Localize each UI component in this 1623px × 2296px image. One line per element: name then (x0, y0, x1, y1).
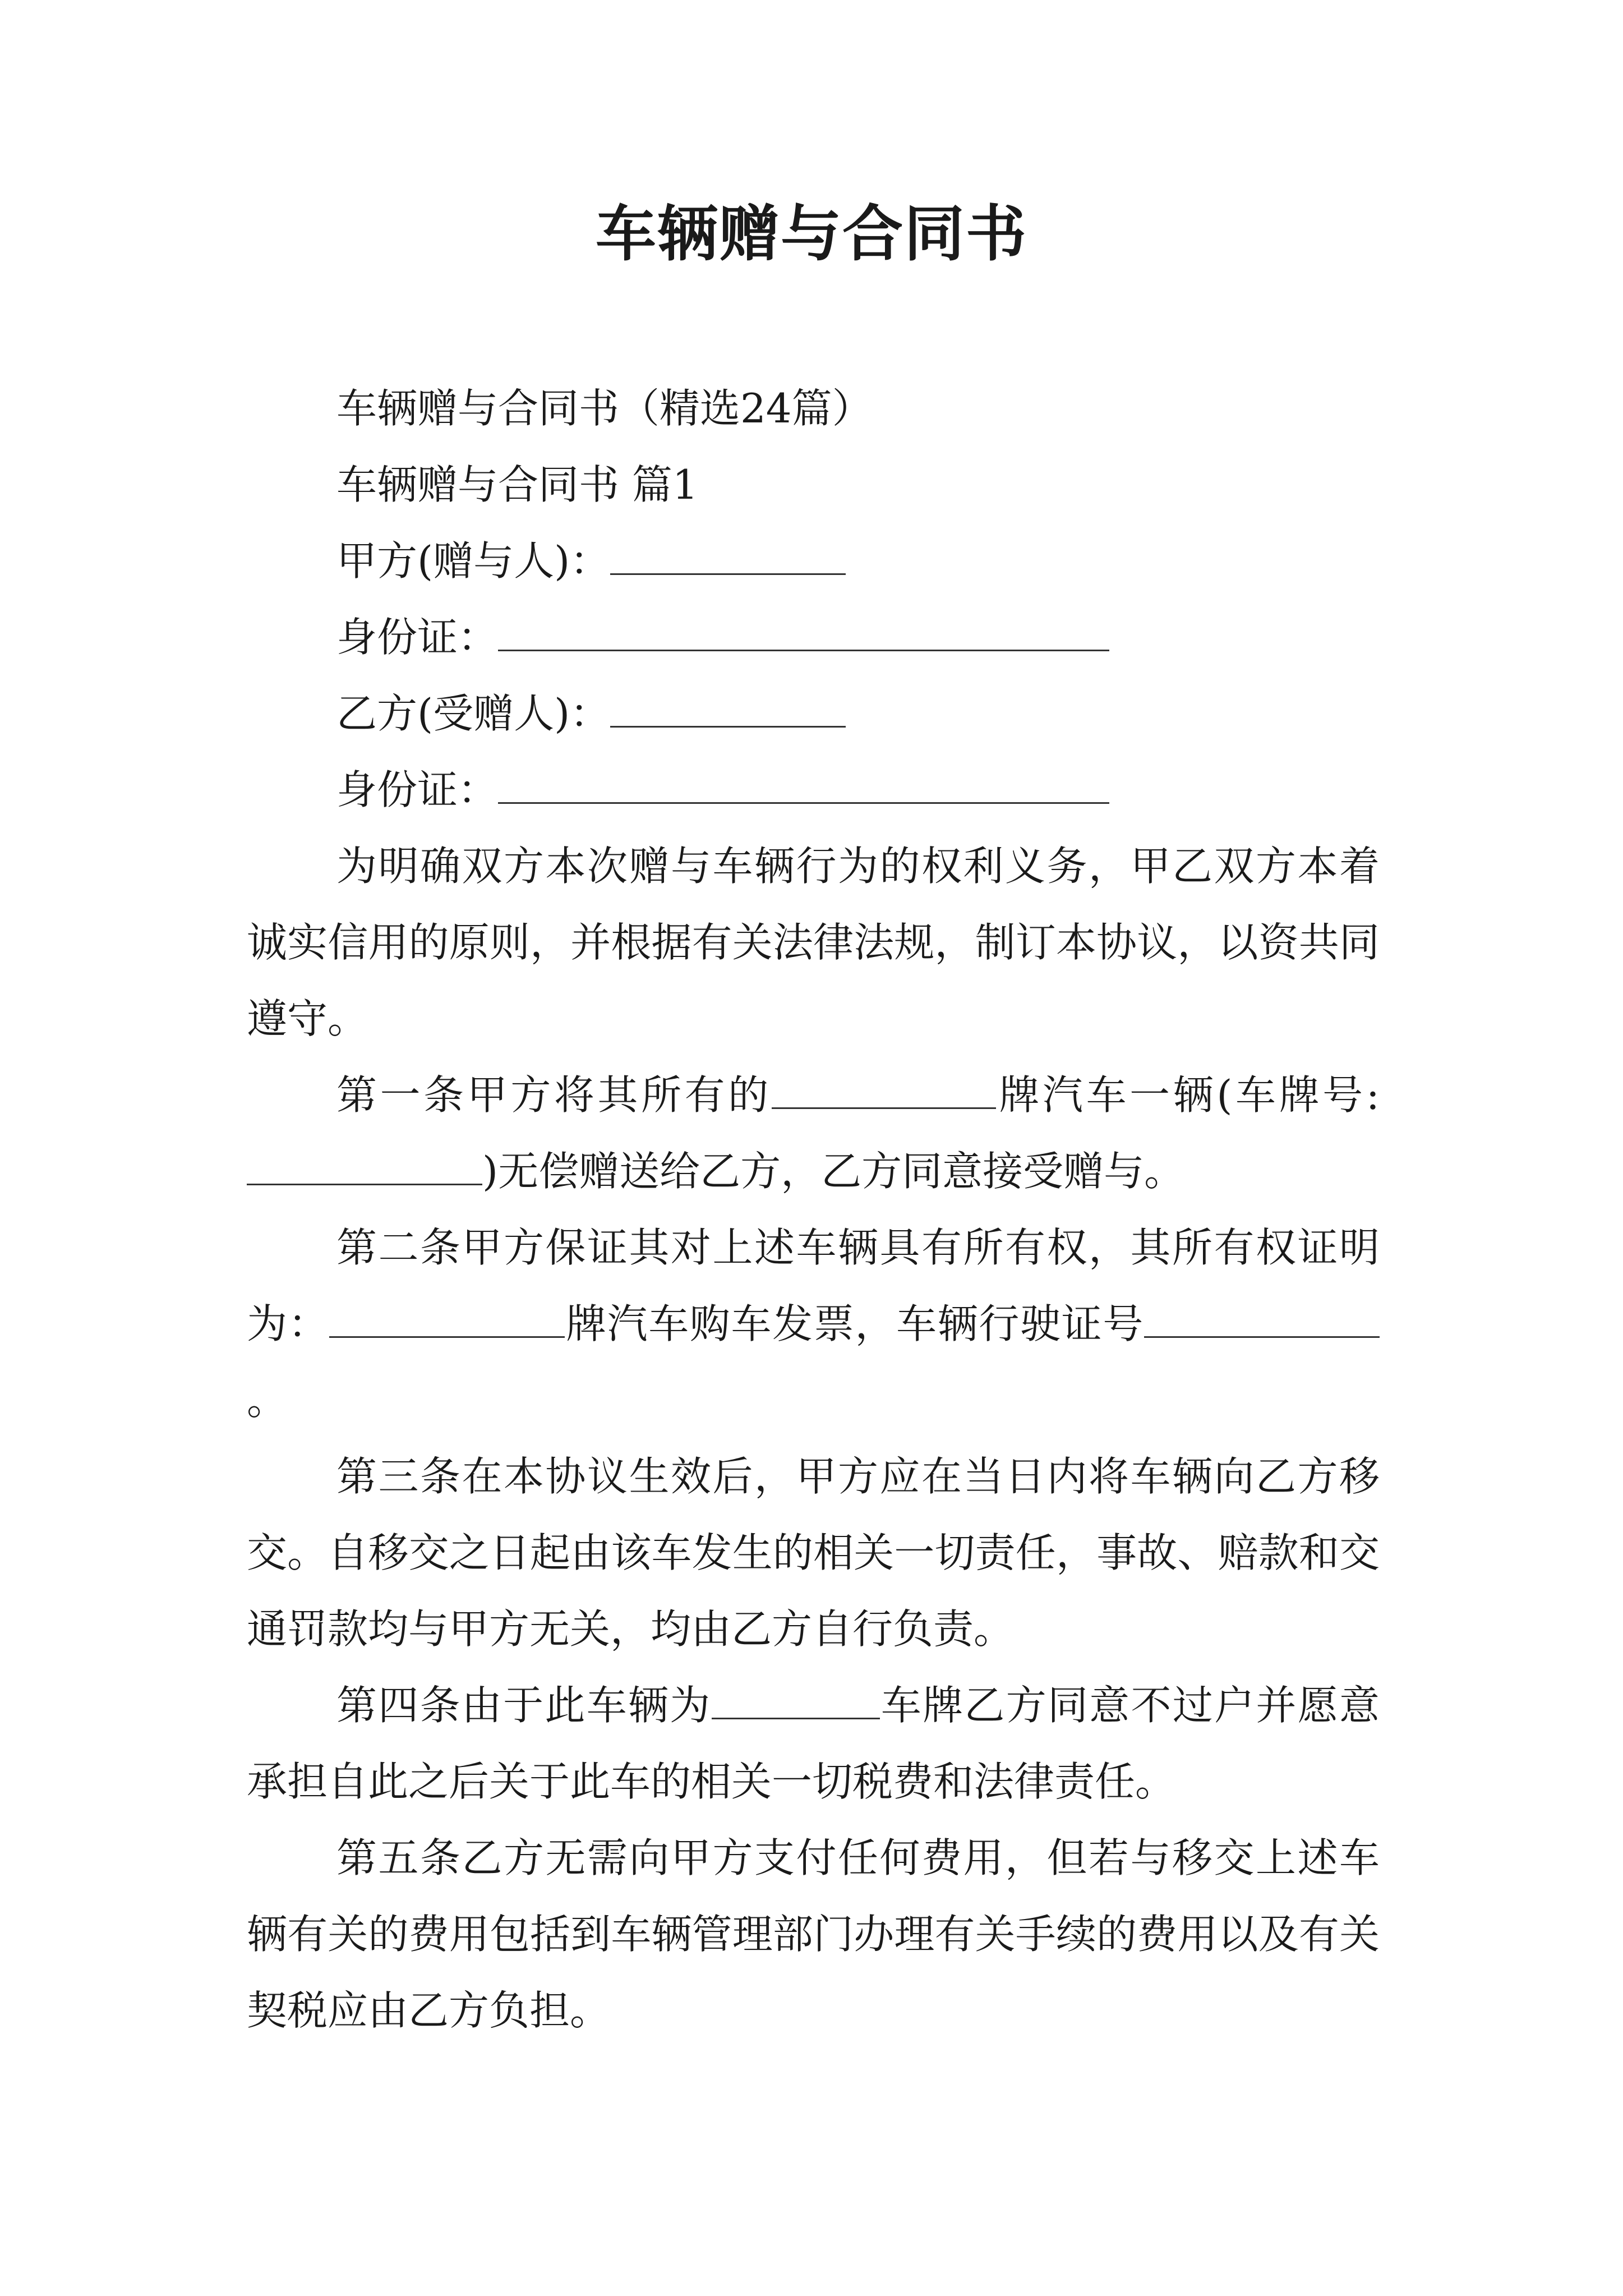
donor-label: 甲方(赠与人)： (336, 537, 611, 585)
donor-id-line (247, 599, 1380, 675)
article-2-part1: 第二条甲方保证其对上述车辆具有所有权，其所有权证明为： (247, 1224, 1380, 1347)
donee-line (247, 675, 1380, 752)
donee-id-blank (498, 770, 1109, 804)
article-1-part1: 第一条甲方将其所有的 (336, 1071, 772, 1119)
subtitle: 车辆赠与合同书（精选24篇） (336, 385, 873, 432)
donee-blank (610, 693, 846, 728)
donor-id-label: 身份证： (336, 614, 499, 661)
article-3: 第三条在本协议生效后，甲方应在当日内将车辆向乙方移交。自移交之日起由该车发生的相关一切责任，事故、赔款和交通罚款均与甲方无关，均由乙方自行负责。 (247, 1453, 1380, 1653)
article-2-part3: 。 (247, 1377, 288, 1424)
donor-blank (610, 541, 846, 575)
donor-id-blank (498, 617, 1109, 651)
article-1-brand-blank (772, 1075, 996, 1109)
article-2-license-blank (1144, 1304, 1380, 1338)
document-body (247, 370, 1380, 2049)
article-2 (247, 1209, 1380, 1438)
article-2-brand-blank (329, 1304, 565, 1338)
article-4-plate-blank (712, 1685, 880, 1719)
article-4-part2: 车牌乙方同意不过户并愿意承担自此之后关于此车的相关一切税费和法律责任。 (247, 1682, 1380, 1805)
section-heading: 车辆赠与合同书 篇1 (336, 461, 698, 508)
article-4 (247, 1667, 1380, 1820)
article-1-part2: 牌汽车一辆(车牌号: (995, 1071, 1380, 1119)
article-1-plate-blank (247, 1151, 482, 1185)
donee-id-line (247, 752, 1380, 828)
donee-label: 乙方(受赠人)： (336, 690, 611, 737)
article-1-part3: )无偿赠送给乙方，乙方同意接受赠与。 (482, 1148, 1185, 1195)
article-5: 第五条乙方无需向甲方支付任何费用，但若与移交上述车辆有关的费用包括到车辆管理部门办理有关手续的费用以及有关契税应由乙方负担。 (247, 1834, 1380, 2034)
article-1 (247, 1057, 1380, 1209)
article-2-part2: 牌汽车购车发票，车辆行驶证号 (565, 1300, 1144, 1347)
article-4-part1: 第四条由于此车辆为 (336, 1682, 712, 1729)
document-title: 车辆赠与合同书 (595, 199, 1027, 269)
intro-paragraph: 为明确双方本次赠与车辆行为的权利义务，甲乙双方本着诚实信用的原则，并根据有关法律法规，制订本协议，以资共同遵守。 (247, 843, 1380, 1042)
donee-id-label: 身份证： (336, 766, 499, 813)
donor-line (247, 523, 1380, 599)
